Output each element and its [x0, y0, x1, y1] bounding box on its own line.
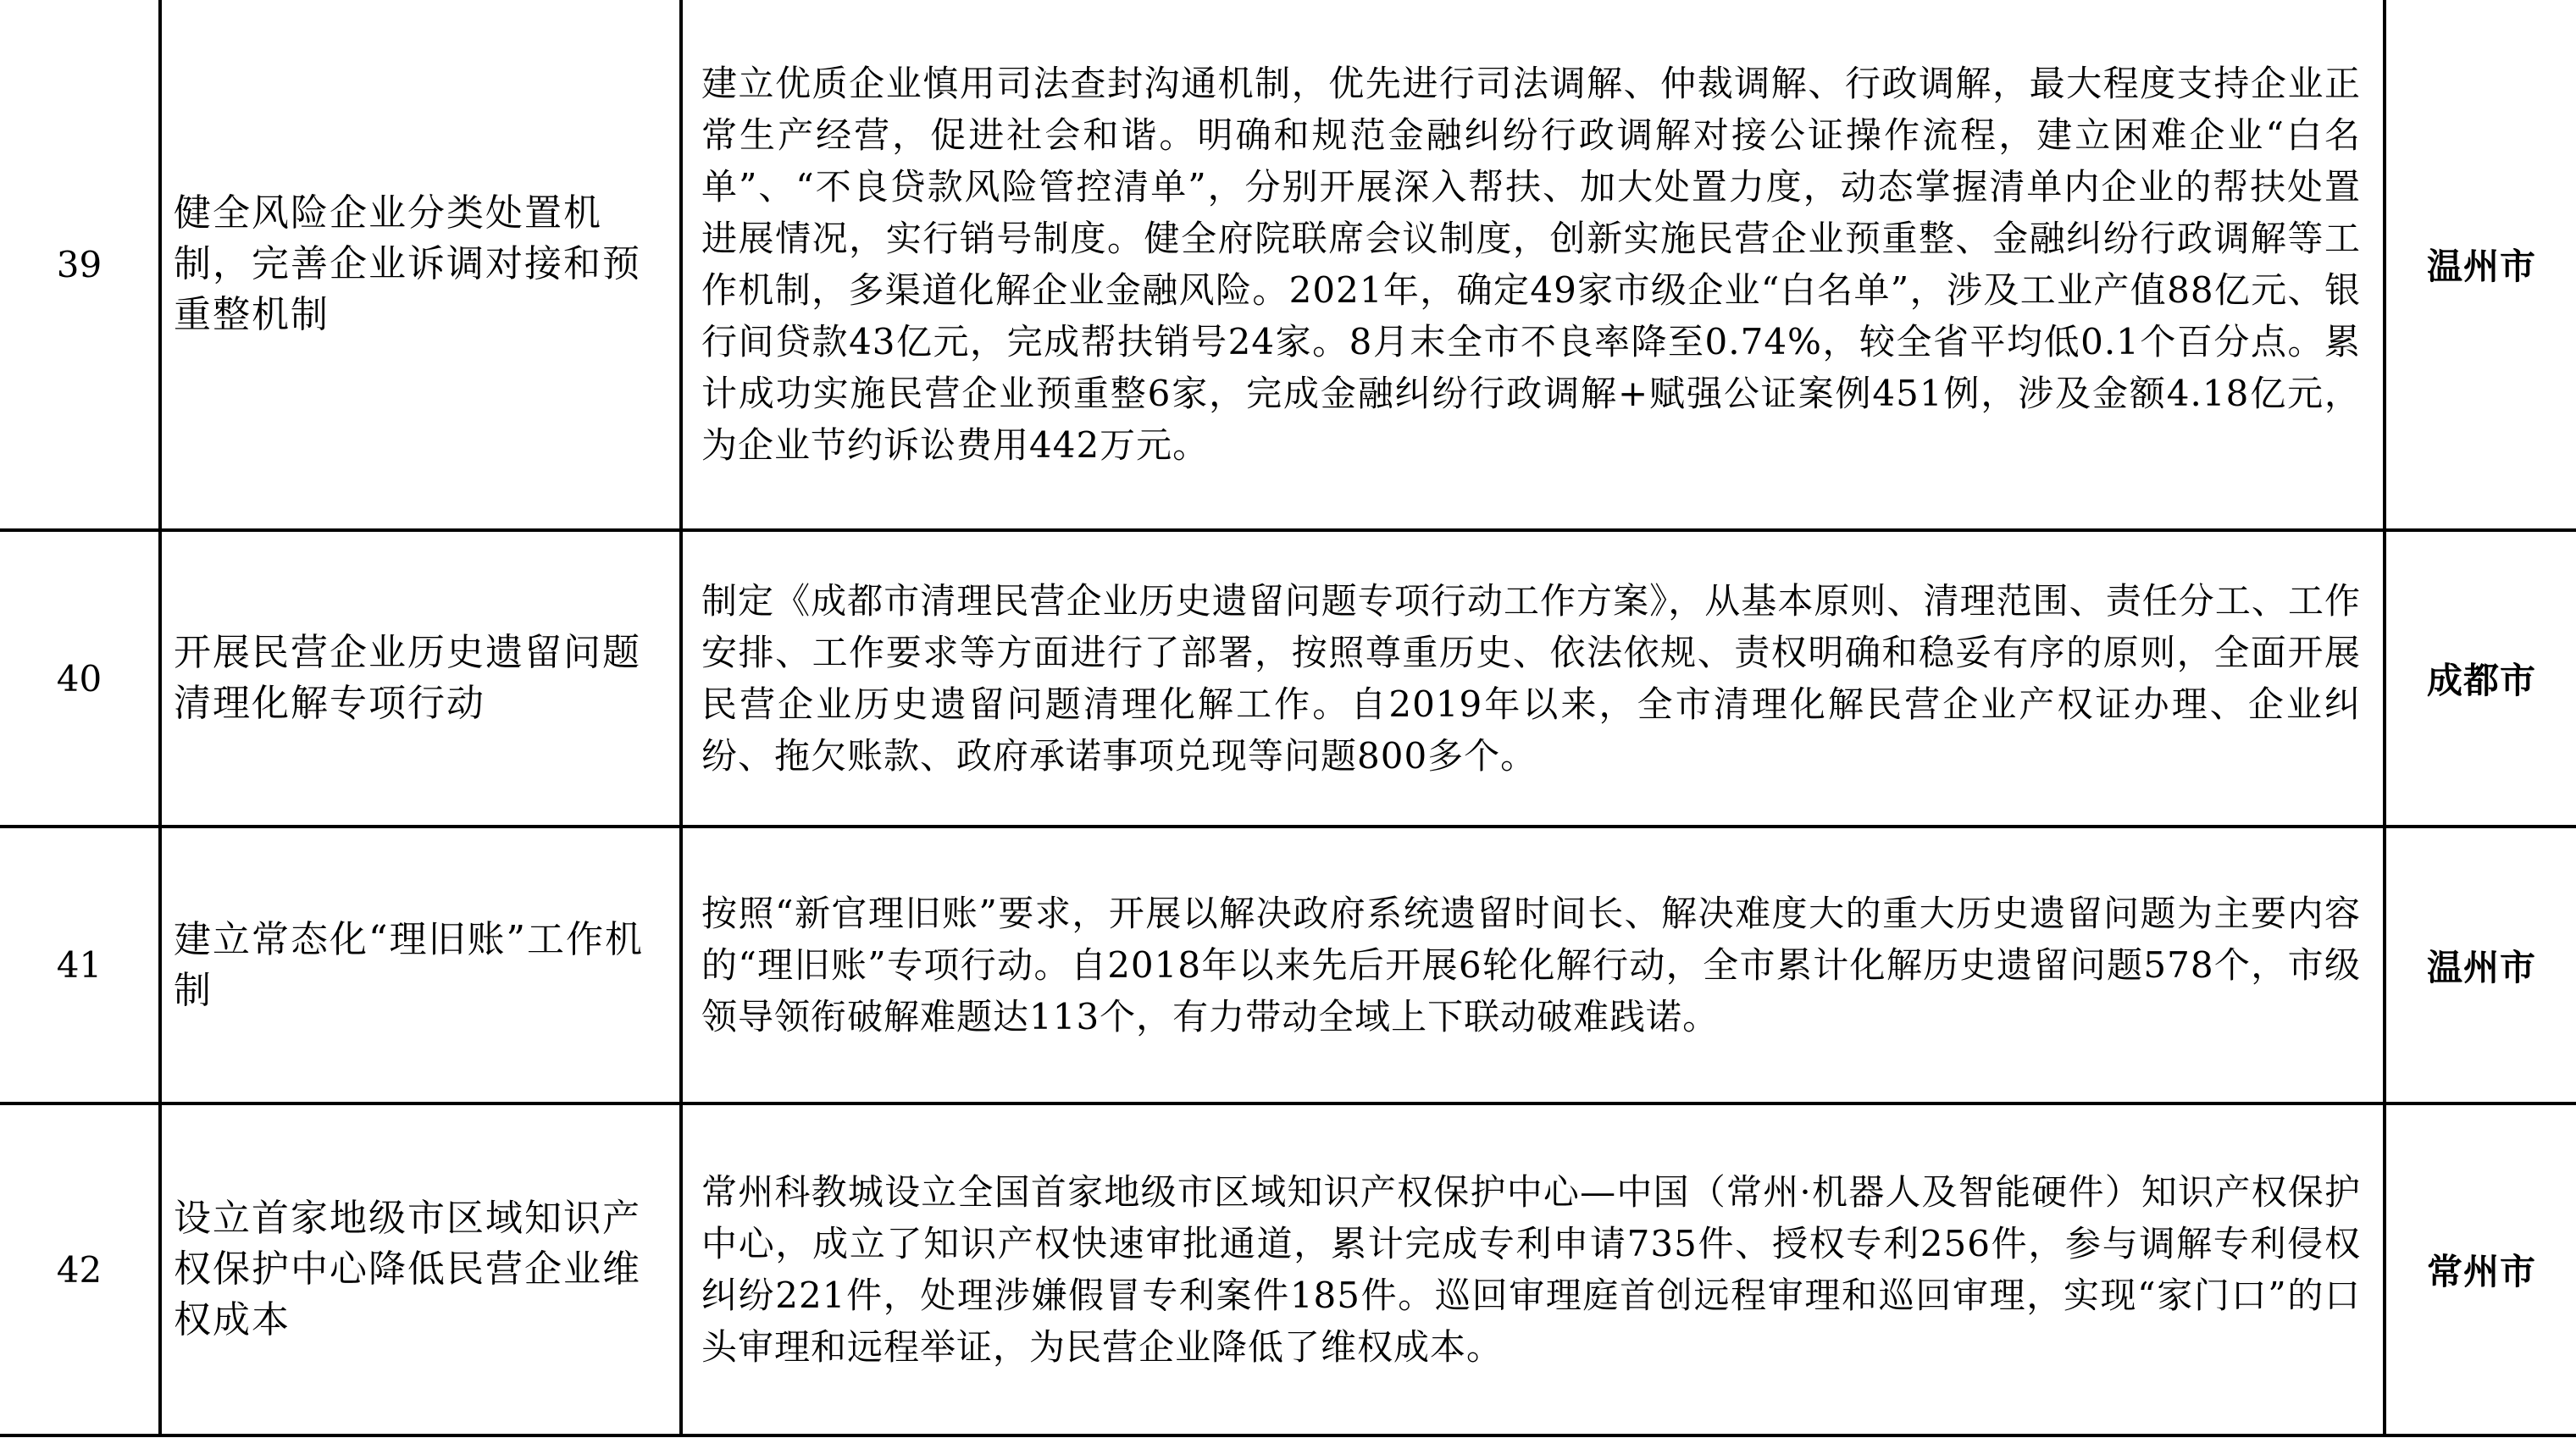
measure-description: 制定《成都市清理民营企业历史遗留问题专项行动工作方案》，从基本原则、清理范围、责任分工、工作安排、工作要求等方面进行了部署，按照尊重历史、依法依规、责权明确和稳妥有序的原则，全面开展民营企业历史遗留问题清理化解工作。自2019年以来，全市清理化解民营企业产权证办理、企业纠纷、拖欠账款、政府承诺事项兑现等问题800多个。	[681, 530, 2385, 827]
row-number: 41	[0, 827, 160, 1103]
table-row	[0, 530, 2576, 827]
measure-title: 健全风险企业分类处置机制，完善企业诉调对接和预重整机制	[160, 0, 681, 530]
measure-description: 常州科教城设立全国首家地级市区域知识产权保护中心—中国（常州·机器人及智能硬件）知识产权保护中心，成立了知识产权快速审批通道，累计完成专利申请735件、授权专利256件，参与调解专利侵权纠纷221件，处理涉嫌假冒专利案件185件。巡回审理庭首创远程审理和巡回审理，实现“家门口”的口头审理和远程举证，为民营企业降低了维权成本。	[681, 1103, 2385, 1435]
table-row	[0, 0, 2576, 530]
row-number: 40	[0, 530, 160, 827]
measure-description: 建立优质企业慎用司法查封沟通机制，优先进行司法调解、仲裁调解、行政调解，最大程度支持企业正常生产经营，促进社会和谐。明确和规范金融纠纷行政调解对接公证操作流程，建立困难企业“白名单”、“不良贷款风险管控清单”，分别开展深入帮扶、加大处置力度，动态掌握清单内企业的帮扶处置进展情况，实行销号制度。健全府院联席会议制度，创新实施民营企业预重整、金融纠纷行政调解等工作机制，多渠道化解企业金融风险。2021年，确定49家市级企业“白名单”，涉及工业产值88亿元、银行间贷款43亿元，完成帮扶销号24家。8月末全市不良率降至0.74%，较全省平均低0.1个百分点。累计成功实施民营企业预重整6家，完成金融纠纷行政调解+赋强公证案例451例，涉及金额4.18亿元，为企业节约诉讼费用442万元。	[681, 0, 2385, 530]
measure-title: 建立常态化“理旧账”工作机制	[160, 827, 681, 1103]
measure-title: 开展民营企业历史遗留问题清理化解专项行动	[160, 530, 681, 827]
table-row	[0, 1103, 2576, 1435]
city-name: 成都市	[2385, 530, 2576, 827]
row-number: 42	[0, 1103, 160, 1435]
measure-description: 按照“新官理旧账”要求，开展以解决政府系统遗留时间长、解决难度大的重大历史遗留问题为主要内容的“理旧账”专项行动。自2018年以来先后开展6轮化解行动，全市累计化解历史遗留问题578个，市级领导领衔破解难题达113个，有力带动全域上下联动破难践诺。	[681, 827, 2385, 1103]
city-name: 温州市	[2385, 0, 2576, 530]
row-number: 39	[0, 0, 160, 530]
city-name: 常州市	[2385, 1103, 2576, 1435]
city-name: 温州市	[2385, 827, 2576, 1103]
table-row	[0, 827, 2576, 1103]
measure-title: 设立首家地级市区域知识产权保护中心降低民营企业维权成本	[160, 1103, 681, 1435]
